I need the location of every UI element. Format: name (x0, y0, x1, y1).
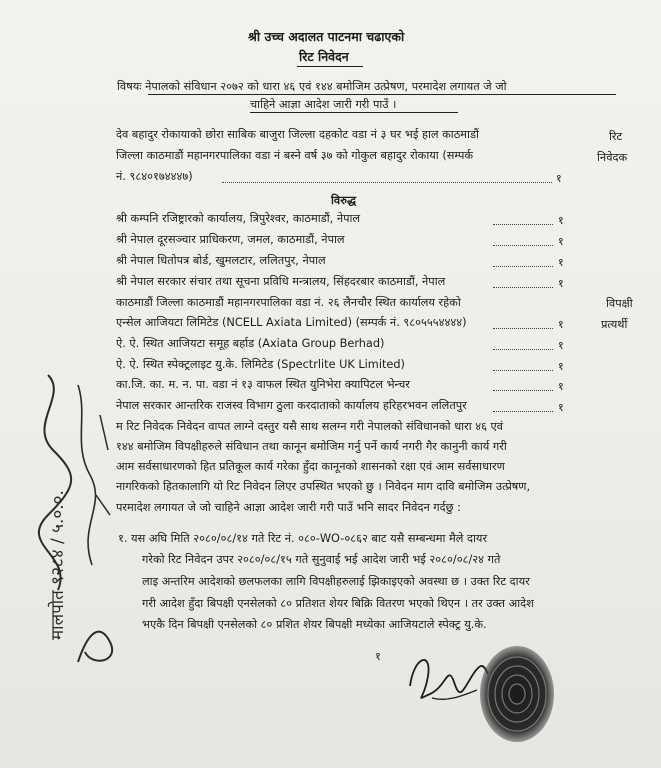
versus-label: विरुद्ध (331, 194, 356, 207)
respondent-text: काठमाडौं जिल्ला काठमाडौं महानगरपालिका वडा नं. २६ लैनचौर स्थित कार्यालय रहेको (116, 296, 461, 309)
body-line: म रिट निवेदक निवेदन वापत लाग्ने दस्तुर यसै साथ सलग्न गरी नेपालको संविधानको धारा ४६ एवं (116, 420, 504, 433)
body-line: १४४ बमोजिम विपक्षीहरुले संविधान तथा कानून बमोजिम गर्नु पर्ने कार्य नगरी गैर कानुनी कार्य गरी (116, 440, 507, 453)
respondent-leader-dots (493, 224, 553, 225)
respondent-role-2: प्रत्यर्थी (601, 318, 628, 331)
document-type: रिट निवेदन (299, 49, 349, 64)
subject-line-1: विषयः नेपालको संविधान २०७२ को धारा ४६ एवं १४४ बमोजिम उत्प्रेषण, परमादेश लगायत जे जो (117, 80, 507, 93)
respondent-text: श्री नेपाल सरकार संचार तथा सूचना प्रविधि मन्त्रालय, सिंहदरबार काठमाडौं, नेपाल (116, 275, 446, 288)
court-heading: श्री उच्च अदालत पाटनमा चढाएको (248, 29, 405, 44)
point-1-line: गरी आदेश हुँदा बिपक्षी एनसेलको ८० प्रतिशत शेयर बिक्रि वितरण भएको थिएन । तर उक्त आदेश (142, 597, 534, 610)
petitioner-count: १ (556, 172, 562, 185)
body-line: नागरिकको हितकालागि यो रिट निवेदन लिएर उपस्थित भएको छु । निवेदन माग दावि बमोजिम उत्प्रेषण, (116, 480, 531, 493)
respondent-leader-dots (493, 411, 553, 412)
respondent-count: १ (558, 214, 564, 227)
respondent-count: १ (558, 235, 564, 248)
respondent-leader-dots (493, 266, 553, 267)
respondent-count: १ (558, 256, 564, 269)
petitioner-line-1: देव बहादुर रोकायाको छोरा साबिक बाजुरा जिल्ला दहकोट वडा नं ३ घर भई हाल काठमाडौं (116, 128, 479, 141)
petitioner-line-3: नं. ९८४०१७४४४७) (116, 170, 193, 183)
respondent-text: नेपाल सरकार आन्तरिक राजस्व विभाग ठुला करदाताको कार्यालय हरिहरभवन ललितपुर (116, 399, 467, 412)
margin-scribble-icon (18, 355, 118, 605)
petitioner-line-2: जिल्ला काठमाडौं महानगरपालिका वडा नं बस्ने वर्ष ३७ को गोकुल बहादुर रोकाया (सम्पर्क (116, 149, 474, 162)
point-1-line: १. यस अघि मिति २०८०/०८/१४ गते रिट नं. ०८०-WO-०८६२ बाट यसै सम्बन्धमा मैले दायर (118, 532, 488, 545)
respondent-text: श्री नेपाल दूरसञ्चार प्राधिकरण, जमल, काठमाडौं, नेपाल (116, 233, 345, 246)
respondent-leader-dots (493, 349, 553, 350)
respondent-text: ऐ. ऐ. स्थित आजियटा समूह बर्हाड (Axiata Group Berhad) (116, 337, 385, 350)
point-1-line: गरेको रिट निवेदन उपर २०८०/०८/१५ गते सुनुवाई भई आदेश जारी भई २०८०/०८/२४ गते (142, 553, 501, 566)
margin-handwritten-note: मालपोत ९२८४ / ५.०.०. (48, 490, 68, 640)
page-number: १ (375, 650, 381, 663)
margin-mark-icon (70, 612, 120, 672)
respondent-leader-dots (493, 390, 553, 391)
respondent-text: ऐ. ऐ. स्थित स्पेक्ट्रलाइट यु.के. लिमिटेड (Spectrlite UK Limited) (116, 358, 405, 371)
body-line: परमादेश लगायत जे जो चाहिने आज्ञा आदेश जारी गरी पाउँ भनि सादर निवेदन गर्दछु : (116, 501, 461, 514)
respondent-text: श्री कम्पनि रजिष्ट्रारको कार्यालय, त्रिपुरेश्वर, काठमाडौं, नेपाल (116, 212, 361, 225)
point-1-line: भएकै दिन बिपक्षी एनसेलको ८० प्रशित शेयर बिपक्षी मध्येका आजियटाले स्पेक्ट्र यु.के. (142, 618, 487, 631)
respondent-text: एन्सेल आजियटा लिमिटेड (NCELL Axiata Limited) (सम्पर्क नं. ९८०५५५४४४४) (116, 316, 467, 329)
respondent-text: का.जि. का. म. न. पा. वडा नं १३ वाफल स्थित युनिभेरा क्यापिटल भेन्चर (116, 378, 410, 391)
body-line: आम सर्वसाधारणको हित प्रतिकूल कार्य गरेका हुँदा कानूनको शासनको रक्षा एवं आम सर्वसाधारण (116, 460, 505, 473)
respondent-count: १ (558, 339, 564, 352)
respondent-leader-dots (493, 245, 553, 246)
respondent-text: श्री नेपाल धितोपत्र बोर्ड, खुमलटार, ललितपुर, नेपाल (116, 254, 326, 267)
respondent-leader-dots (493, 370, 553, 371)
respondent-count: १ (558, 318, 564, 331)
respondent-count: १ (558, 277, 564, 290)
point-1-line: लाइ अन्तरिम आदेशको छलफलका लागि विपक्षीहरुलाई झिकाइएको अवस्था छ । उक्त रिट दायर (142, 575, 530, 588)
respondent-leader-dots (493, 287, 553, 288)
respondent-leader-dots (493, 328, 553, 329)
petitioner-role-1: रिट (609, 130, 623, 143)
respondent-count: १ (558, 380, 564, 393)
subject-line-2: चाहिने आज्ञा आदेश जारी गरी पाउँ । (250, 98, 397, 111)
respondent-count: १ (558, 401, 564, 414)
respondent-role-1: विपक्षी (606, 297, 633, 310)
petitioner-role-2: निवेदक (597, 151, 628, 164)
respondent-count: १ (558, 360, 564, 373)
thumbprint-icon (472, 638, 562, 748)
